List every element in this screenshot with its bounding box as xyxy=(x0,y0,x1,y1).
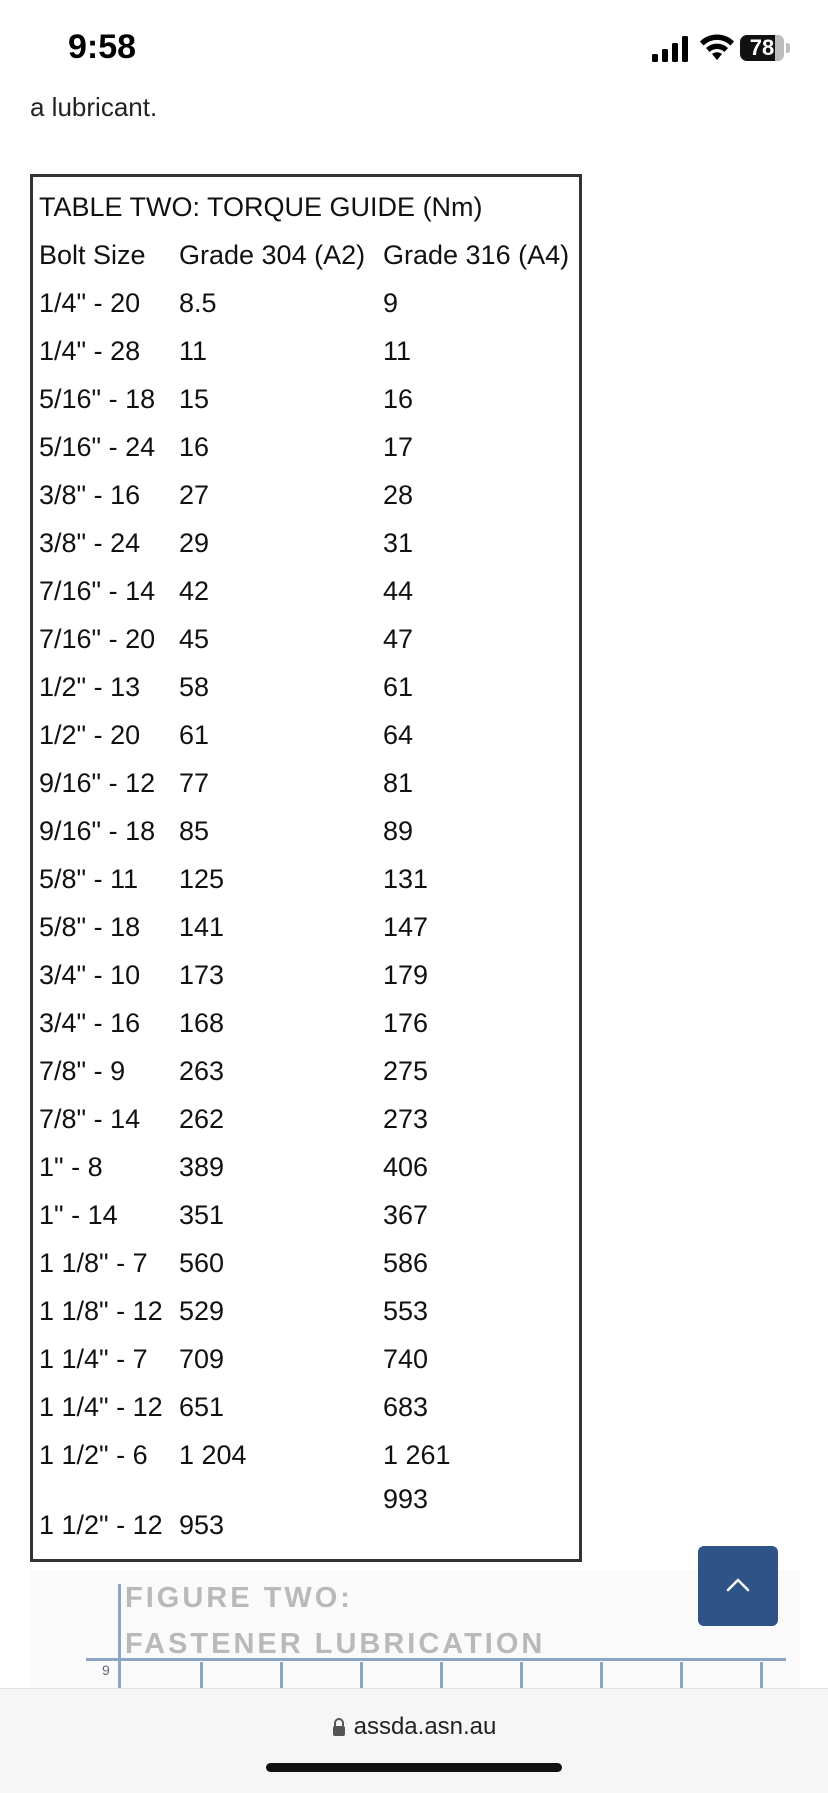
header-grade-316: Grade 316 (A4) xyxy=(383,240,570,270)
figure-grid-tick xyxy=(600,1662,603,1688)
table-row xyxy=(37,327,579,375)
table-row xyxy=(37,1431,579,1479)
browser-url-bar[interactable] xyxy=(0,1688,828,1793)
table-row xyxy=(37,1239,579,1287)
table-row xyxy=(37,999,579,1047)
figure-grid-tick xyxy=(200,1662,203,1688)
cell-grade-316: 81 xyxy=(383,768,414,798)
header-grade-304: Grade 304 (A2) xyxy=(179,240,366,270)
cell-bolt-size: 9/16" - 18 xyxy=(39,816,156,846)
status-time: 9:58 xyxy=(68,28,137,66)
cell-grade-304: 85 xyxy=(179,816,210,846)
cell-grade-316: 683 xyxy=(383,1392,429,1422)
cell-bolt-size: 5/8" - 11 xyxy=(39,864,139,894)
cell-grade-316: 11 xyxy=(383,336,412,366)
table-row xyxy=(37,1383,579,1431)
cell-bolt-size: 1" - 8 xyxy=(39,1152,103,1182)
cell-grade-304: 351 xyxy=(179,1200,225,1230)
cell-grade-304: 29 xyxy=(179,528,210,558)
table-row xyxy=(37,663,579,711)
cell-bolt-size: 3/4" - 10 xyxy=(39,960,141,990)
cell-grade-316: 47 xyxy=(383,624,414,654)
figure-grid-tick xyxy=(280,1662,283,1688)
table-row xyxy=(37,807,579,855)
table-row xyxy=(37,1479,579,1557)
lock-icon xyxy=(332,1718,346,1736)
cell-bolt-size: 7/16" - 14 xyxy=(39,576,156,606)
cell-grade-316: 44 xyxy=(383,576,414,606)
chevron-up-icon xyxy=(698,1546,778,1626)
cell-grade-304: 1 204 xyxy=(179,1440,247,1470)
home-indicator[interactable] xyxy=(266,1763,562,1772)
cell-grade-316: 89 xyxy=(383,816,414,846)
cell-grade-304: 27 xyxy=(179,480,210,510)
cell-bolt-size: 1/4" - 28 xyxy=(39,336,141,366)
cell-bolt-size: 1 1/8" - 7 xyxy=(39,1248,148,1278)
table-row xyxy=(37,1287,579,1335)
cell-grade-316: 31 xyxy=(383,528,414,558)
cell-grade-304: 168 xyxy=(179,1008,225,1038)
cell-bolt-size: 1 1/2" - 6 xyxy=(39,1440,148,1470)
cell-bolt-size: 7/16" - 20 xyxy=(39,624,156,654)
cell-grade-304: 529 xyxy=(179,1296,225,1326)
cell-grade-316: 147 xyxy=(383,912,429,942)
cell-grade-316: 273 xyxy=(383,1104,429,1134)
cell-grade-316: 275 xyxy=(383,1056,429,1086)
table-row xyxy=(37,951,579,999)
cell-grade-304: 263 xyxy=(179,1056,225,1086)
table-row xyxy=(37,615,579,663)
cell-grade-304: 8.5 xyxy=(179,288,217,318)
table-header-row xyxy=(37,231,579,279)
cell-bolt-size: 3/4" - 16 xyxy=(39,1008,141,1038)
cell-grade-316: 586 xyxy=(383,1248,429,1278)
table-row xyxy=(37,423,579,471)
url-text: assda.asn.au xyxy=(353,1713,497,1740)
figure-title-line1: FIGURE TWO: xyxy=(125,1582,353,1614)
figure-title-line2: FASTENER LUBRICATION xyxy=(125,1628,546,1660)
cell-grade-316: 9 xyxy=(383,288,399,318)
header-bolt-size: Bolt Size xyxy=(39,240,146,270)
figure-grid-tick xyxy=(680,1662,683,1688)
torque-guide-table xyxy=(30,174,582,1562)
cell-bolt-size: 5/8" - 18 xyxy=(39,912,141,942)
cell-grade-316: 367 xyxy=(383,1200,429,1230)
cell-grade-316: 16 xyxy=(383,384,414,414)
cell-bolt-size: 5/16" - 24 xyxy=(39,432,156,462)
cell-grade-304: 77 xyxy=(179,768,210,798)
cell-grade-304: 262 xyxy=(179,1104,225,1134)
figure-grid-tick xyxy=(360,1662,363,1688)
table-row xyxy=(37,1095,579,1143)
cell-grade-304: 709 xyxy=(179,1344,225,1374)
cell-grade-304: 61 xyxy=(179,720,210,750)
cell-grade-304: 11 xyxy=(179,336,208,366)
cell-grade-316: 740 xyxy=(383,1344,429,1374)
cell-grade-304: 58 xyxy=(179,672,210,702)
table-row xyxy=(37,519,579,567)
table-row xyxy=(37,567,579,615)
table-row xyxy=(37,1143,579,1191)
cell-grade-316: 17 xyxy=(383,432,414,462)
cell-grade-316: 179 xyxy=(383,960,429,990)
figure-grid-tick xyxy=(440,1662,443,1688)
cell-grade-316: 1 261 xyxy=(383,1440,451,1470)
cell-grade-316: 553 xyxy=(383,1296,429,1326)
battery-icon xyxy=(740,35,792,63)
cell-grade-316: 406 xyxy=(383,1152,429,1182)
figure-axis-label: 9 xyxy=(102,1662,110,1678)
table-row xyxy=(37,471,579,519)
cell-grade-304: 15 xyxy=(179,384,210,414)
cell-bolt-size: 7/8" - 9 xyxy=(39,1056,126,1086)
cell-bolt-size: 1 1/2" - 12 xyxy=(39,1510,163,1540)
figure-grid-tick xyxy=(760,1662,763,1688)
table-row xyxy=(37,375,579,423)
wifi-icon xyxy=(700,34,734,62)
cell-grade-316: 28 xyxy=(383,480,414,510)
table-row xyxy=(37,279,579,327)
cell-grade-304: 45 xyxy=(179,624,210,654)
cell-bolt-size: 1/2" - 20 xyxy=(39,720,141,750)
cell-grade-304: 953 xyxy=(179,1510,225,1540)
figure-y-axis xyxy=(118,1584,121,1688)
cell-grade-304: 16 xyxy=(179,432,210,462)
table-row xyxy=(37,711,579,759)
status-bar xyxy=(0,0,828,90)
table-row xyxy=(37,1047,579,1095)
table-row xyxy=(37,855,579,903)
cell-bolt-size: 9/16" - 12 xyxy=(39,768,156,798)
table-row xyxy=(37,1335,579,1383)
cell-bolt-size: 1/4" - 20 xyxy=(39,288,141,318)
table-row xyxy=(37,759,579,807)
cellular-signal-icon xyxy=(652,36,692,62)
cell-bolt-size: 3/8" - 24 xyxy=(39,528,141,558)
cell-grade-304: 125 xyxy=(179,864,225,894)
table-row xyxy=(37,903,579,951)
cell-grade-304: 560 xyxy=(179,1248,225,1278)
url-display[interactable] xyxy=(0,1713,828,1741)
cell-grade-316: 131 xyxy=(383,864,429,894)
cell-bolt-size: 1/2" - 13 xyxy=(39,672,141,702)
cell-bolt-size: 5/16" - 18 xyxy=(39,384,156,414)
cell-bolt-size: 1 1/8" - 12 xyxy=(39,1296,163,1326)
table-title: TABLE TWO: TORQUE GUIDE (Nm) xyxy=(39,192,483,222)
cell-grade-304: 141 xyxy=(179,912,225,942)
back-to-top-button[interactable] xyxy=(698,1546,778,1626)
cell-grade-304: 173 xyxy=(179,960,225,990)
cell-grade-316: 176 xyxy=(383,1008,429,1038)
cell-grade-304: 389 xyxy=(179,1152,225,1182)
cell-bolt-size: 1 1/4" - 12 xyxy=(39,1392,163,1422)
cell-grade-316: 64 xyxy=(383,720,414,750)
cell-bolt-size: 1 1/4" - 7 xyxy=(39,1344,148,1374)
table-title-row xyxy=(37,183,579,231)
cell-bolt-size: 7/8" - 14 xyxy=(39,1104,141,1134)
figure-two xyxy=(30,1570,800,1688)
cell-bolt-size: 1" - 14 xyxy=(39,1200,118,1230)
cell-bolt-size: 3/8" - 16 xyxy=(39,480,141,510)
cell-grade-316: 61 xyxy=(383,672,414,702)
battery-percentage: 78 xyxy=(749,35,775,60)
intro-text: a lubricant. xyxy=(30,92,158,122)
cell-grade-316: 993 xyxy=(383,1484,429,1514)
table-row xyxy=(37,1191,579,1239)
cell-grade-304: 651 xyxy=(179,1392,225,1422)
figure-grid-tick xyxy=(520,1662,523,1688)
cell-grade-304: 42 xyxy=(179,576,210,606)
